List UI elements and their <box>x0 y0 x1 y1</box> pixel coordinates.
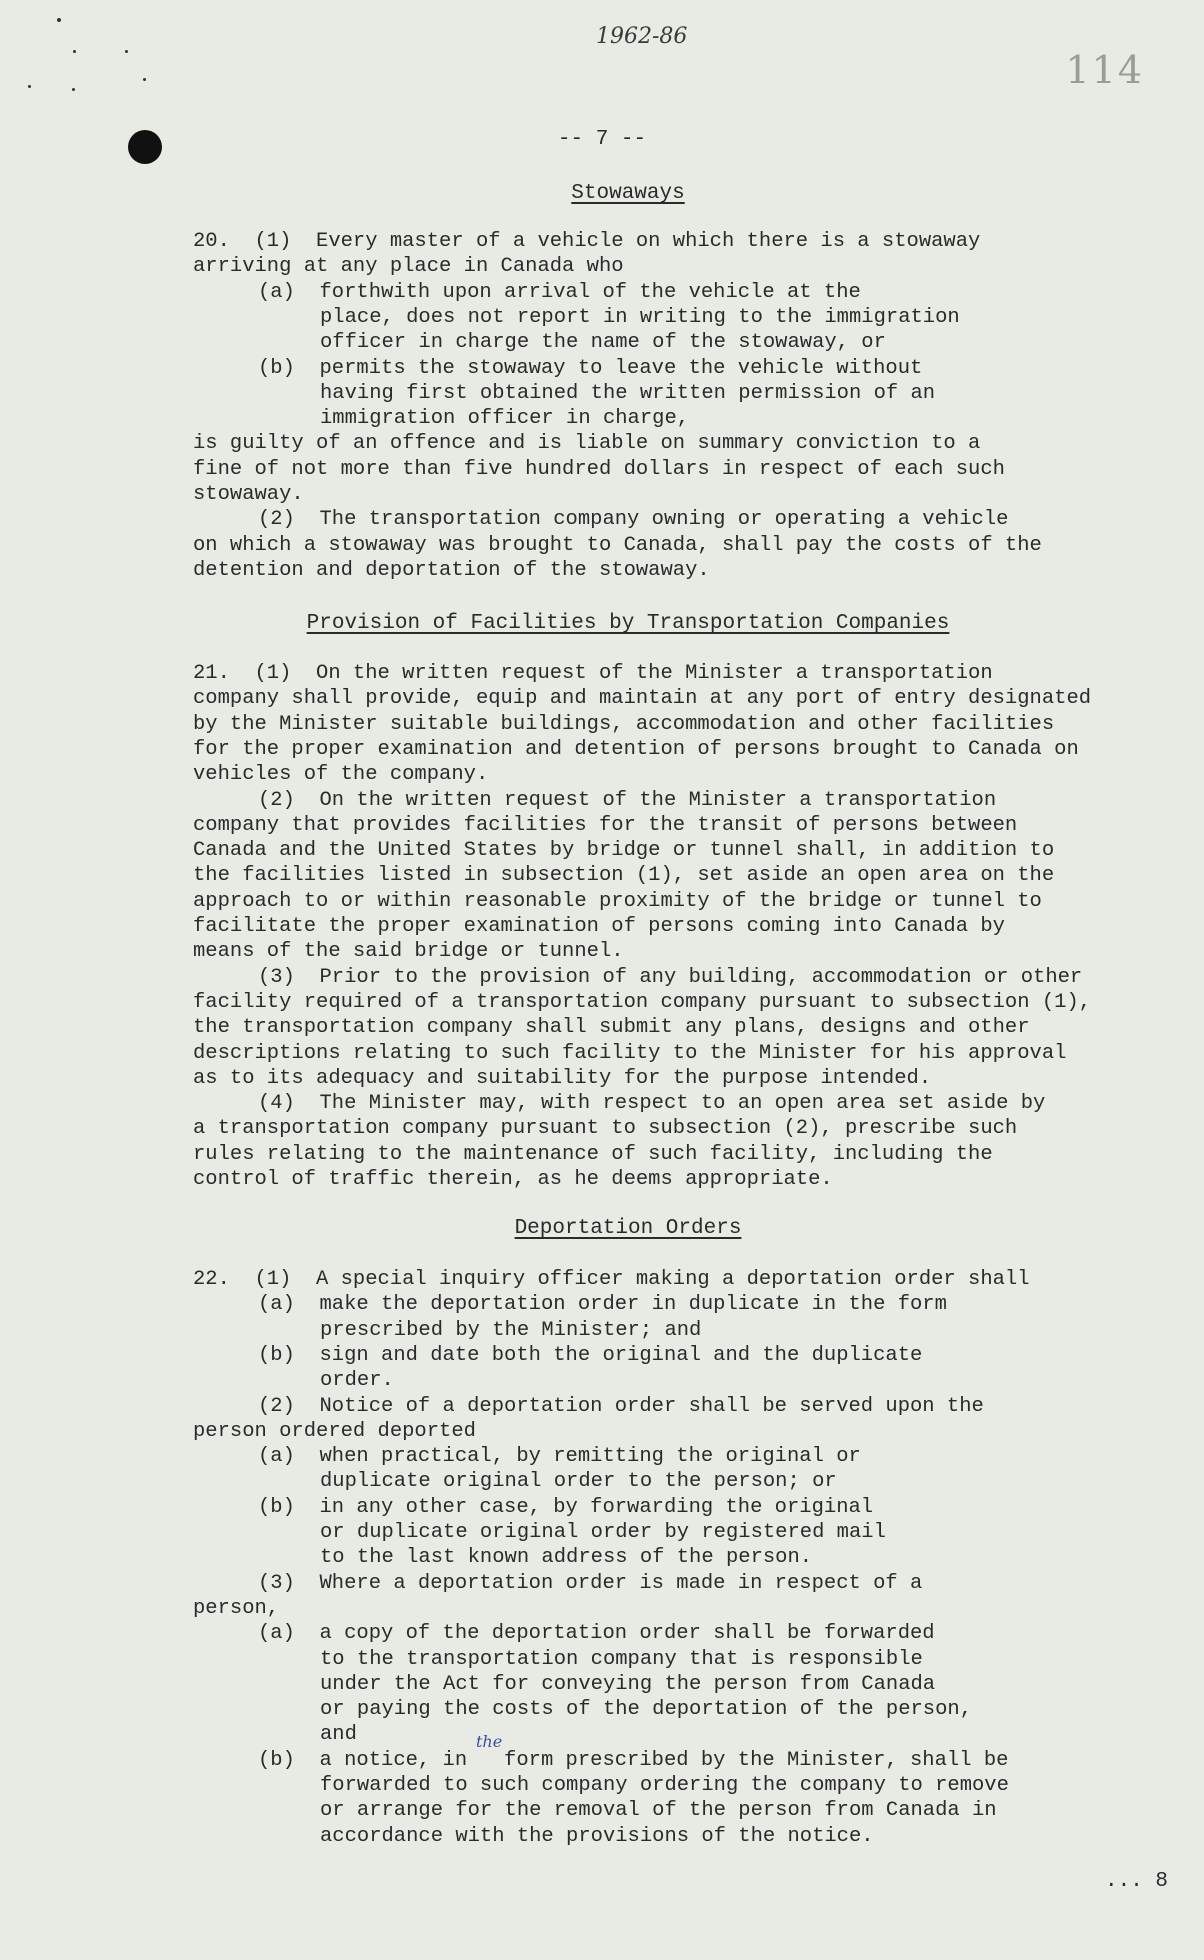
text-line: on which a stowaway was brought to Canada, shall pay the costs of the <box>193 533 1042 557</box>
text-line: company shall provide, equip and maintain at any port of entry designated <box>193 687 1092 711</box>
text-line: company that provides facilities for the transit of persons between <box>193 813 1018 837</box>
text-line: fine of not more than five hundred dollars in respect of each such <box>193 457 1005 481</box>
continuation-marker: ... 8 <box>1104 1870 1168 1893</box>
text-line: means of the said bridge or tunnel. <box>193 940 624 964</box>
handwritten-insert: the <box>476 1732 503 1751</box>
text-line: forwarded to such company ordering the company to remove <box>320 1774 1009 1797</box>
speck <box>72 88 75 91</box>
folio-number: 114 <box>1065 48 1144 92</box>
text-line: immigration officer in charge, <box>320 407 690 431</box>
text-line: 20. (1) Every master of a vehicle on which there is a stowaway <box>193 230 981 253</box>
text-line: accordance with the provisions of the notice. <box>320 1824 874 1848</box>
text-line: (2) Notice of a deportation order shall be served upon the <box>258 1394 984 1418</box>
text-line: stowaway. <box>193 483 304 506</box>
text-line: 22. (1) A special inquiry officer making a deportation order shall <box>193 1268 1030 1291</box>
text-line: as to its adequacy and suitability for the purpose intended. <box>193 1066 932 1090</box>
speck <box>57 18 61 22</box>
text-line: (3) Prior to the provision of any building, accommodation or other <box>258 965 1083 989</box>
text-line: (3) Where a deportation order is made in respect of a <box>258 1571 923 1595</box>
text-line: the transportation company shall submit any plans, designs and other <box>193 1016 1030 1040</box>
text-line: (b) in any other case, by forwarding the original <box>258 1495 874 1519</box>
text-line: (a) forthwith upon arrival of the vehicle at the <box>258 280 861 304</box>
text-line: is guilty of an offence and is liable on summary conviction to a <box>193 432 981 456</box>
section-heading: Stowaways <box>571 182 685 205</box>
text-line: prescribed by the Minister; and <box>320 1318 702 1342</box>
text-line: order. <box>320 1369 394 1393</box>
speck <box>143 78 146 81</box>
text-line: (2) On the written request of the Minister a transportation <box>258 788 997 812</box>
text-line: Canada and the United States by bridge or tunnel shall, in addition to <box>193 839 1055 863</box>
text-line: a transportation company pursuant to subsection (2), prescribe such <box>193 1117 1018 1141</box>
speck <box>28 85 31 88</box>
page-number: -- 7 -- <box>557 128 647 151</box>
text-line: descriptions relating to such facility to the Minister for his approval <box>193 1041 1067 1065</box>
text-line: or arrange for the removal of the person from Canada in <box>320 1799 997 1823</box>
text-line: person ordered deported <box>193 1419 476 1443</box>
text-line: (a) make the deportation order in duplicate in the form <box>258 1293 947 1317</box>
text-line: under the Act for conveying the person from Canada <box>320 1672 936 1696</box>
text-line: having first obtained the written permission of an <box>320 381 936 405</box>
text-line: to the transportation company that is responsible <box>320 1647 923 1671</box>
text-line: (4) The Minister may, with respect to an open area set aside by <box>258 1092 1046 1116</box>
text-line: detention and deportation of the stowaway. <box>193 558 710 582</box>
text-line: to the last known address of the person. <box>320 1546 813 1570</box>
text-line: and <box>320 1723 357 1747</box>
text-line: vehicles of the company. <box>193 763 489 787</box>
text-line: person, <box>193 1596 280 1620</box>
text-line: approach to or within reasonable proximity of the bridge or tunnel to <box>193 889 1042 913</box>
section-heading: Deportation Orders <box>514 1217 742 1240</box>
text-line: place, does not report in writing to the immigration <box>320 305 960 329</box>
text-line: the facilities listed in subsection (1), set aside an open area on the <box>193 864 1055 888</box>
text-line: (a) a copy of the deportation order shall be forwarded <box>258 1622 935 1646</box>
text-line: control of traffic therein, as he deems appropriate. <box>193 1168 833 1191</box>
text-line: duplicate original order to the person; or <box>320 1470 837 1494</box>
speck <box>73 50 76 53</box>
text-line: by the Minister suitable buildings, accommodation and other facilities <box>193 712 1055 736</box>
text-line: rules relating to the maintenance of such facility, including the <box>193 1142 993 1166</box>
text-line: (2) The transportation company owning or operating a vehicle <box>258 508 1009 532</box>
handwritten-reference: 1962-86 <box>596 24 688 49</box>
text-line: (a) when practical, by remitting the original or <box>258 1445 861 1469</box>
section-heading: Provision of Facilities by Transportation Companies <box>306 612 950 635</box>
text-line: 21. (1) On the written request of the Minister a transportation <box>193 662 993 685</box>
text-line: officer in charge the name of the stowaway, or <box>320 331 886 355</box>
text-line: or paying the costs of the deportation of the person, <box>320 1698 973 1722</box>
text-line: (b) permits the stowaway to leave the vehicle without <box>258 356 923 380</box>
text-line: (b) sign and date both the original and the duplicate <box>258 1343 923 1367</box>
text-line: facility required of a transportation company pursuant to subsection (1), <box>193 990 1092 1014</box>
text-line: (b) a notice, in form prescribed by the Minister, shall be <box>258 1748 1009 1772</box>
speck <box>125 50 128 53</box>
text-line: for the proper examination and detention of persons brought to Canada on <box>193 737 1079 761</box>
text-line: arriving at any place in Canada who <box>193 255 624 279</box>
text-line: or duplicate original order by registered mail <box>320 1521 886 1544</box>
text-line: facilitate the proper examination of persons coming into Canada by <box>193 915 1005 938</box>
